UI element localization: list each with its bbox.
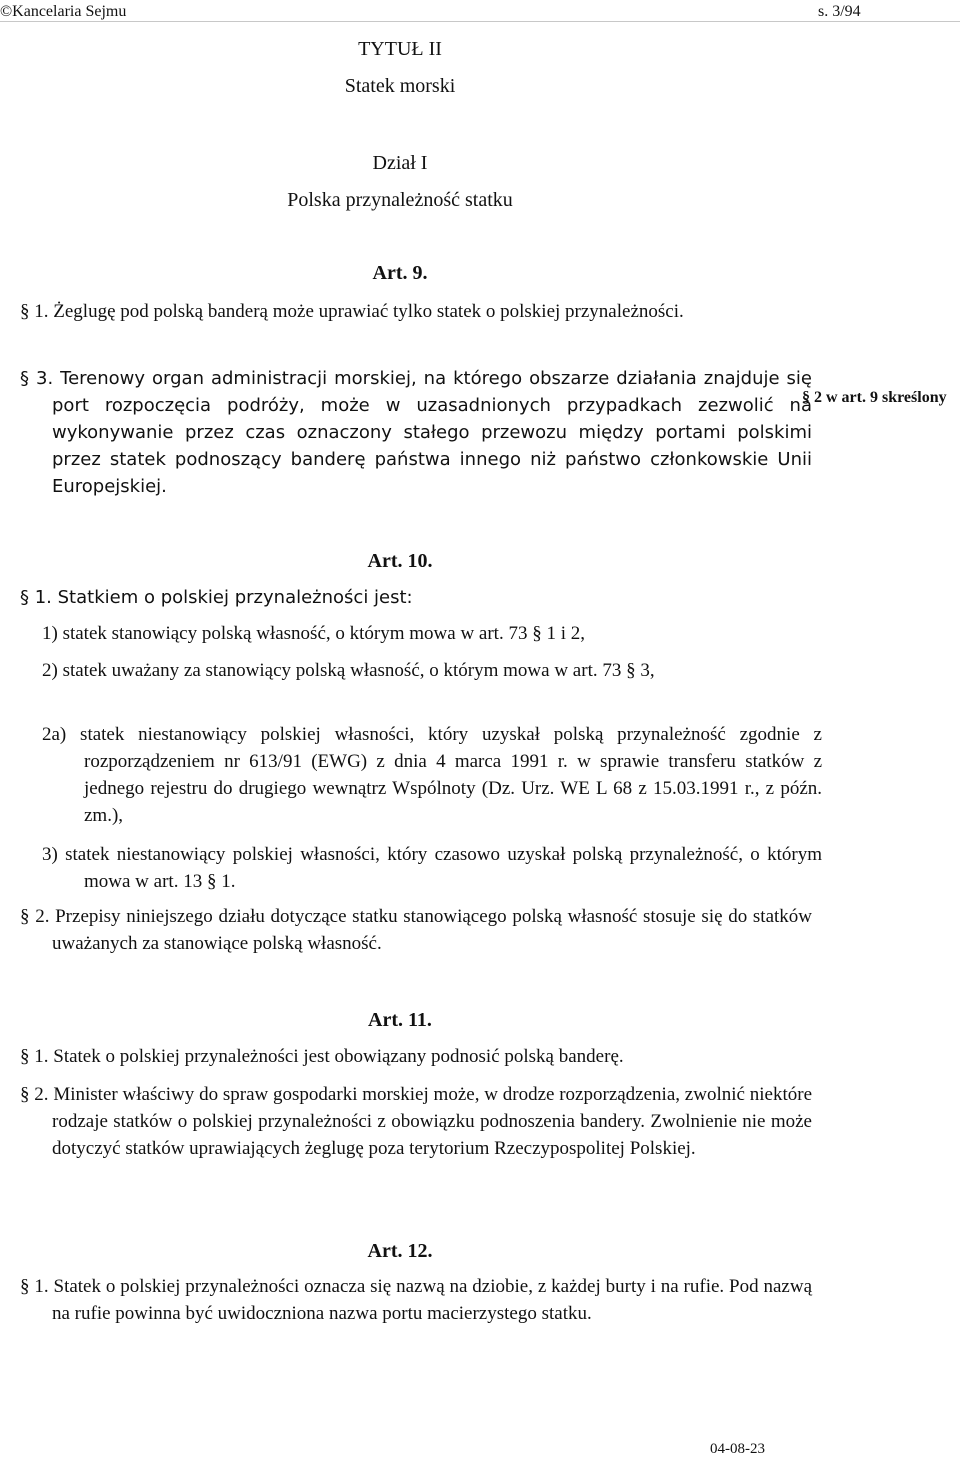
header-page-number: s. 3/94: [818, 3, 861, 20]
section-sign: §: [20, 1084, 30, 1105]
article-11-title: Art. 11.: [368, 1009, 432, 1031]
article-11-paragraph-2: [20, 1081, 812, 1162]
margin-note: § 2 w art. 9 skreślony: [802, 389, 947, 406]
article-12-paragraph-1: [20, 1273, 812, 1327]
header-divider: [0, 21, 960, 22]
article-9-title: Art. 9.: [372, 262, 428, 284]
footer-date: 04-08-23: [710, 1441, 765, 1457]
section-sign: §: [20, 301, 30, 322]
paragraph-text: 3. Terenowy organ administracji morskiej, na którego obszarze działania znajduje się port rozpoczęcia podróży, może w uzasadnionych przypadkach zezwolić na wykonywanie przez czas oznaczony stałego przewozu między portami polskimi przez statek podnoszący banderę państwa innego niż państwo członkowskie Unii Europejskiej.: [36, 368, 812, 497]
paragraph-text: 1. Statek o polskiej przynależności jest obowiązany podnosić polską banderę.: [34, 1046, 624, 1067]
article-10-paragraph-1: [20, 584, 812, 611]
division-name: Polska przynależność statku: [287, 189, 513, 211]
paragraph-text: 1. Żeglugę pod polską banderą może uprawiać tylko statek o polskiej przynależności.: [34, 301, 684, 322]
article-11-paragraph-1: [20, 1043, 812, 1070]
section-sign: §: [20, 587, 29, 608]
paragraph-text: 1. Statkiem o polskiej przynależności jest:: [34, 587, 413, 608]
paragraph-text: 2. Minister właściwy do spraw gospodarki morskiej może, w drodze rozporządzenia, zwolnić niektóre rodzaje statków o polskiej przynależności z obowiązku podnoszenia bandery. Zwolnienie nie może dotyczyć statków uprawiających żeglugę poza terytorium Rzeczypospolitej Polskiej.: [34, 1084, 812, 1159]
list-item: 2) statek uważany za stanowiący polską własność, o którym mowa w art. 73 § 3,: [42, 660, 655, 681]
article-10-title: Art. 10.: [367, 550, 433, 572]
section-sign: §: [20, 1276, 30, 1297]
paragraph-text: 1. Statek o polskiej przynależności oznacza się nazwą na dziobie, z każdej burty i na rufie. Pod nazwą na rufie powinna być uwidoczniona nazwa portu macierzystego statku.: [34, 1276, 813, 1324]
list-item: 1) statek stanowiący polską własność, o którym mowa w art. 73 § 1 i 2,: [42, 623, 585, 644]
section-sign: §: [20, 368, 29, 389]
paragraph-text: 2. Przepisy niniejszego działu dotyczące statku stanowiącego polską własność stosuje się do statków uważanych za stanowiące polską własność.: [35, 906, 813, 954]
article-10-paragraph-2: [20, 903, 812, 957]
section-sign: §: [20, 1046, 30, 1067]
list-item: 3) statek niestanowiący polskiej własności, który czasowo uzyskał polską przynależność, o którym mowa w art. 13 § 1.: [42, 844, 822, 892]
article-9-paragraph-1: [20, 298, 812, 325]
division-heading: Dział I: [372, 152, 428, 174]
title-heading: TYTUŁ II: [358, 38, 442, 60]
title-name: Statek morski: [344, 75, 456, 97]
article-9-paragraph-3: [20, 365, 812, 500]
section-sign: §: [20, 906, 30, 927]
article-12-title: Art. 12.: [367, 1240, 433, 1262]
header-source: ©Kancelaria Sejmu: [0, 3, 127, 20]
list-item: 2a) statek niestanowiący polskiej własności, który uzyskał polską przynależność zgodnie z rozporządzeniem nr 613/91 (EWG) z dnia 4 marca 1991 r. w sprawie transferu statków z jednego rejestru do drugiego wewnątrz Wspólnoty (Dz. Urz. WE L 68 z 15.03.1991 r., z późn. zm.),: [42, 724, 822, 826]
